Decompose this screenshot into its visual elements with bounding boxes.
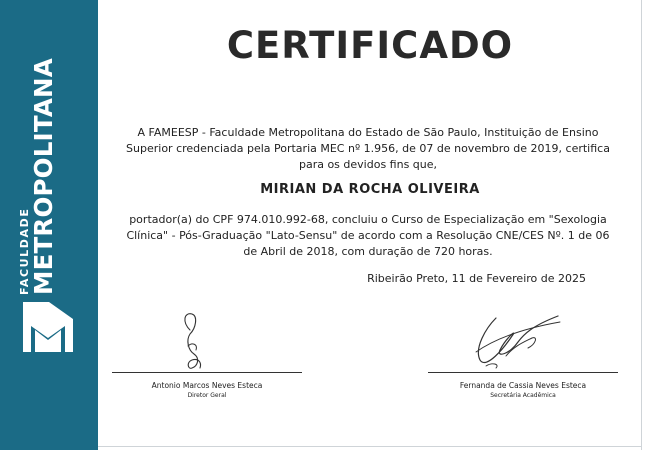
secretary-name: Fernanda de Cassia Neves Esteca — [459, 381, 587, 390]
director-name: Antonio Marcos Neves Esteca — [151, 381, 263, 390]
brand-line-metropolitana: METROPOLITANA — [29, 58, 58, 295]
certificate-body-text: portador(a) do CPF 974.010.992-68, concluiu o Curso de Especialização em "Sexologia Clínica" - Pós-Graduação "Lato-Sensu" de acordo com a Resolução CNE/CES Nº. 1 de 06 de Abril de 2018, com duração de 720 horas. — [126, 213, 610, 258]
brand-line-faculdade: FACULDADE — [18, 207, 31, 295]
certificate-title: CERTIFICADO — [226, 24, 514, 67]
director-signature-line — [112, 372, 302, 373]
director-role: Diretor Geral — [187, 392, 227, 399]
brand-sidebar — [0, 0, 98, 450]
recipient-name: MIRIAN DA ROCHA OLIVEIRA — [260, 182, 480, 197]
certificate-content — [98, 0, 642, 450]
secretary-role: Secretária Acadêmica — [490, 392, 556, 399]
director-signature-image — [168, 310, 228, 372]
brand-wordmark — [18, 58, 57, 295]
secretary-signature-image — [466, 308, 566, 372]
certificate-intro-text: A FAMEESP - Faculdade Metropolitana do Estado de São Paulo, Instituição de Ensino Superior credenciada pela Portaria MEC nº 1.956, de 07 de novembro de 2019, certifica para os devidos fins que, — [126, 126, 610, 171]
place-and-date: Ribeirão Preto, 11 de Fevereiro de 2025 — [367, 272, 586, 285]
secretary-signature-line — [428, 372, 618, 373]
metropolitana-logo-icon — [23, 302, 73, 352]
